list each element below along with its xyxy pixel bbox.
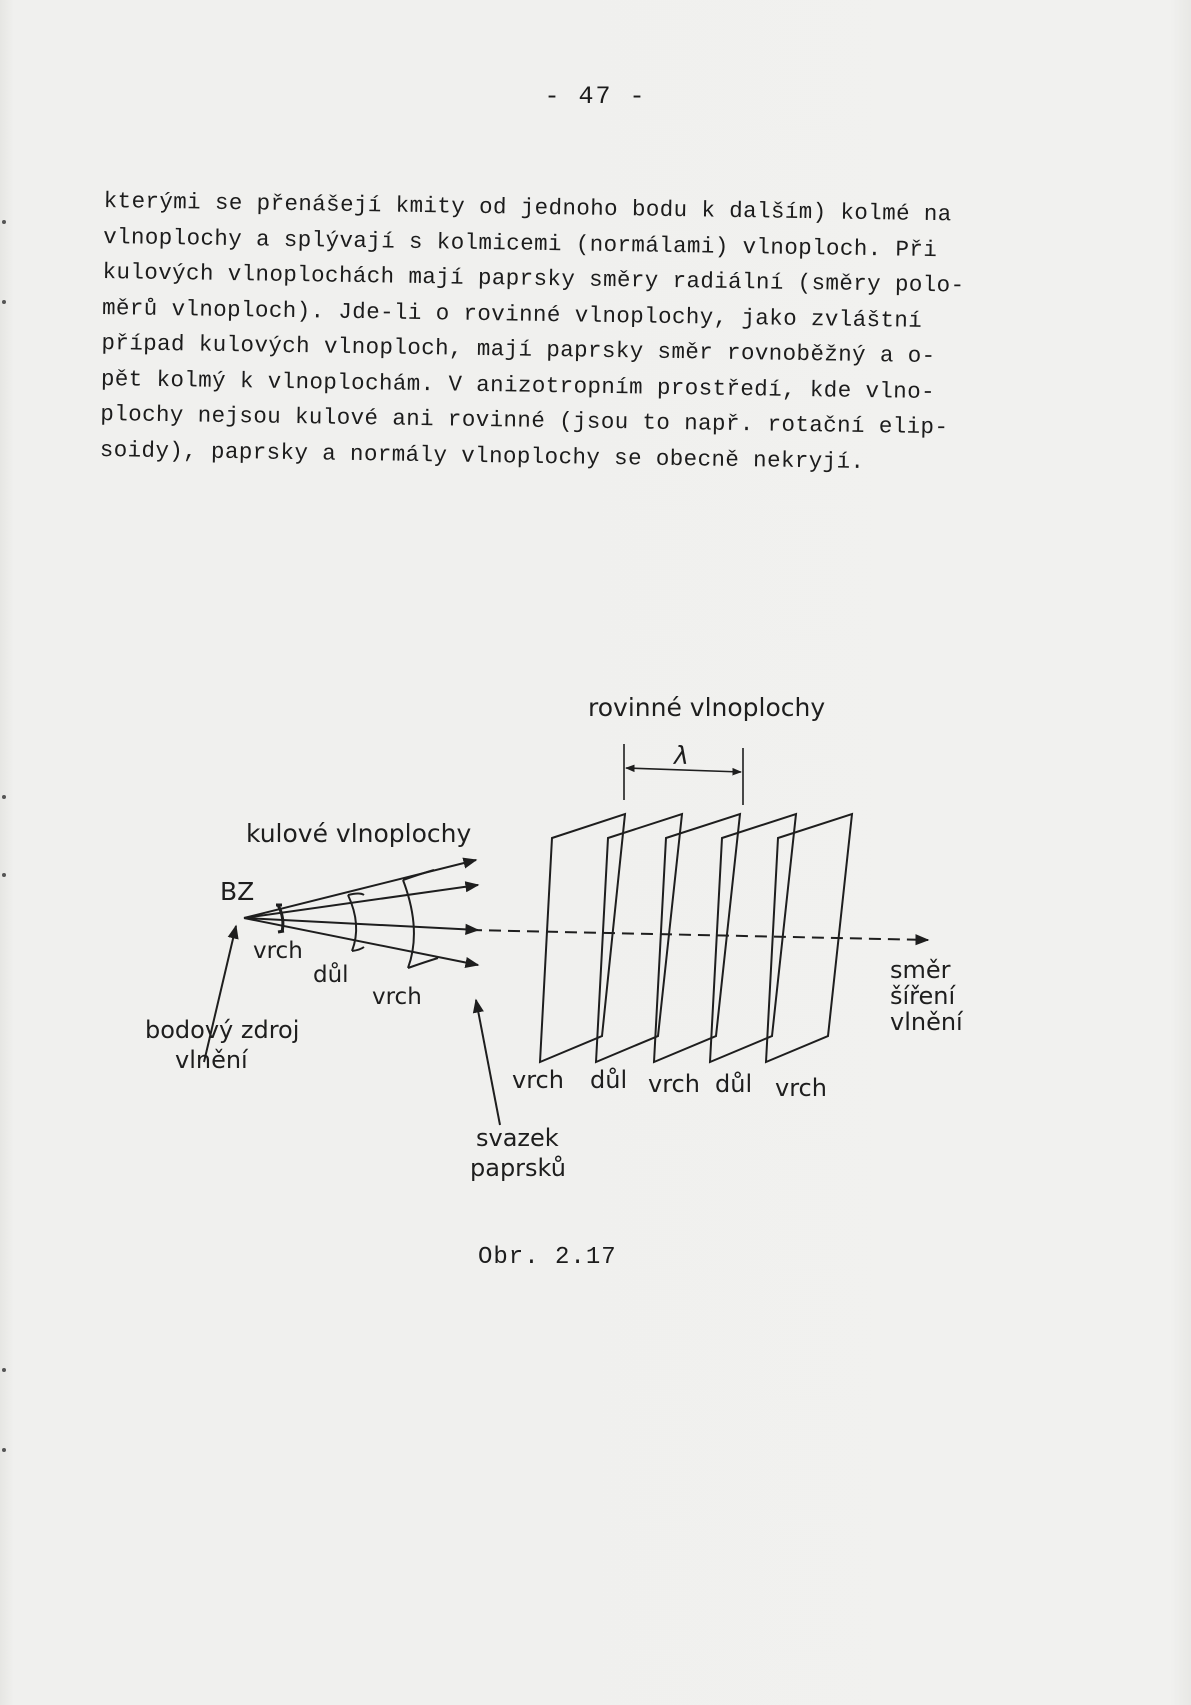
- binding-mark: [2, 795, 6, 799]
- binding-mark: [2, 220, 6, 224]
- label-crest: vrch: [372, 984, 422, 1010]
- paragraph-line: soidy), paprsky a normály vlnoplochy se obecně nekryjí.: [99, 436, 865, 475]
- label-ray-beam: paprsků: [470, 1154, 566, 1182]
- paragraph-line: kulových vlnoplochách mají paprsky směry radiální (směry polo-: [102, 258, 965, 299]
- label-direction: šíření: [890, 982, 956, 1010]
- label-planar-wavefronts: rovinné vlnoplochy: [588, 693, 826, 722]
- spherical-wavefront: [403, 880, 414, 968]
- label-plane-crest: vrch: [512, 1066, 564, 1094]
- plane-wavefront: [654, 814, 740, 1062]
- page-number: - 47 -: [544, 82, 647, 111]
- plane-wavefront: [710, 814, 796, 1062]
- label-bz: BZ: [220, 877, 255, 906]
- binding-mark: [2, 873, 6, 877]
- ray-line: [244, 918, 478, 930]
- binding-mark: [2, 300, 6, 304]
- binding-mark: [2, 1448, 6, 1452]
- label-lambda: λ: [674, 741, 689, 770]
- paragraph-line: plochy nejsou kulové ani rovinné (jsou to např. rotační elip-: [100, 400, 949, 441]
- wavefront-figure: [0, 640, 1191, 1182]
- label-plane-crest: vrch: [775, 1074, 827, 1102]
- label-trough: důl: [313, 962, 349, 988]
- binding-mark: [2, 1368, 6, 1372]
- leader-line: [476, 1000, 500, 1125]
- label-direction: směr: [890, 956, 951, 984]
- label-plane-trough: důl: [590, 1066, 628, 1094]
- label-crest: vrch: [253, 938, 303, 964]
- paragraph-line: měrů vlnoploch). Jde-li o rovinné vlnoplochy, jako zvláštní: [101, 294, 923, 334]
- label-point-source: vlnění: [175, 1046, 248, 1074]
- paragraph-line: pět kolmý k vlnoplochám. V anizotropním prostředí, kde vlno-: [100, 365, 936, 405]
- propagation-axis: [470, 930, 928, 940]
- plane-wavefront: [540, 814, 625, 1062]
- label-ray-beam: svazek: [476, 1124, 559, 1152]
- paragraph-line: vlnoplochy a splývají s kolmicemi (normálami) vlnoploch. Při: [102, 223, 938, 263]
- ray-line: [244, 885, 478, 918]
- label-spherical-wavefronts: kulové vlnoplochy: [246, 819, 472, 848]
- body-paragraph: [100, 184, 1064, 483]
- label-point-source: bodový zdroj: [145, 1016, 300, 1044]
- figure-caption: Obr. 2.17: [478, 1244, 617, 1271]
- label-plane-trough: důl: [715, 1070, 753, 1098]
- plane-wavefront: [596, 814, 682, 1062]
- paragraph-line: kterými se přenášejí kmity od jednoho bodu k dalším) kolmé na: [103, 187, 952, 228]
- label-direction: vlnění: [890, 1008, 963, 1036]
- paragraph-line: případ kulových vlnoploch, mají paprsky směr rovnoběžný a o-: [101, 329, 936, 370]
- label-plane-crest: vrch: [648, 1070, 700, 1098]
